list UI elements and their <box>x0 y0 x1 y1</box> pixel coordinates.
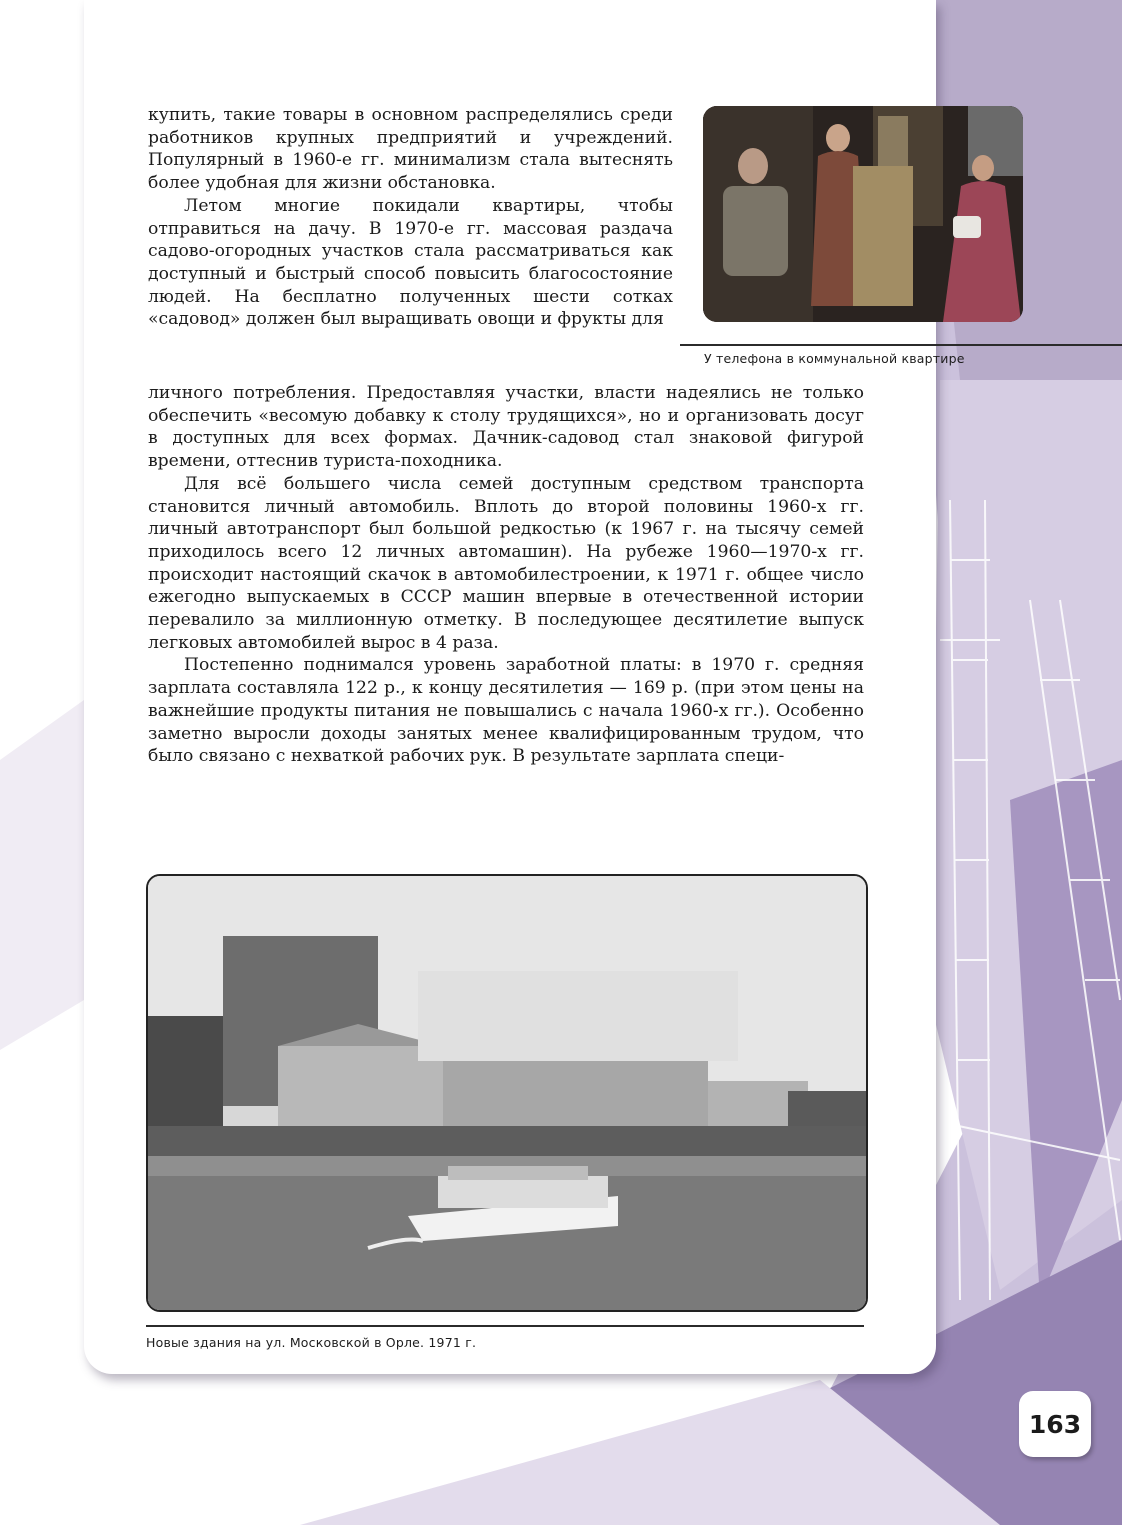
paragraph: Для всё большего числа семей доступным средством транспорта становится личный автомобиль. Вплоть до второй половины 1960-х гг. личный автотранспорт был большой редкостью (к 1967 г. на тысячу семей приходилось всего 12 личных автомашин). На рубеже 1960—1970-х гг. происходит настоящий скачок в автомобилестроении, к 1971 г. общее число ежегодно выпускаемых в СССР машин впервые в отечественной истории перевалило за миллионную отметку. В последующее десятилетие выпуск легковых автомобилей вырос в 4 раза. <box>148 473 864 653</box>
bottom-photo-caption: Новые здания на ул. Московской в Орле. 1971 г. <box>146 1335 477 1350</box>
caption-rule-top <box>680 344 1122 346</box>
text-column-main <box>148 382 864 768</box>
paragraph: Летом многие покидали квартиры, чтобы отправиться на дачу. В 1970-е гг. массовая раздача садово-огородных участков стала рассматриваться как доступный и быстрый способ повысить благосостояние людей. На бесплатно полученных шести сотках «садовод» должен был выращивать овощи и фрукты для <box>148 195 673 330</box>
page-number: 163 <box>1019 1391 1091 1457</box>
caption-rule-bottom <box>146 1325 864 1327</box>
orel-street-photo <box>146 874 868 1312</box>
communal-apartment-photo <box>703 106 1023 322</box>
top-photo-caption: У телефона в коммунальной квартире <box>704 351 965 366</box>
paragraph: Постепенно поднимался уровень заработной платы: в 1970 г. средняя зарплата составляла 122 р., к концу десятилетия — 169 р. (при этом цены на важнейшие продукты питания не повышались с начала 1960-х гг.). Особенно заметно выросли доходы занятых менее квалифицированным трудом, что было связано с нехваткой рабочих рук. В результате зарплата специ- <box>148 655 864 767</box>
paragraph: личного потребления. Предоставляя участки, власти надеялись не только обеспечить «весомую добавку к столу трудящихся», но и организовать досуг в доступных для всех формах. Дачник-садовод стал знаковой фигурой времени, оттеснив туриста-походника. <box>148 383 864 472</box>
text-column-top <box>148 104 673 331</box>
paragraph: купить, такие товары в основном распределялись среди работников крупных предприятий и учреждений. Популярный в 1960-е гг. минимализм стала вытеснять более удобная для жизни обстановка. <box>148 105 673 194</box>
